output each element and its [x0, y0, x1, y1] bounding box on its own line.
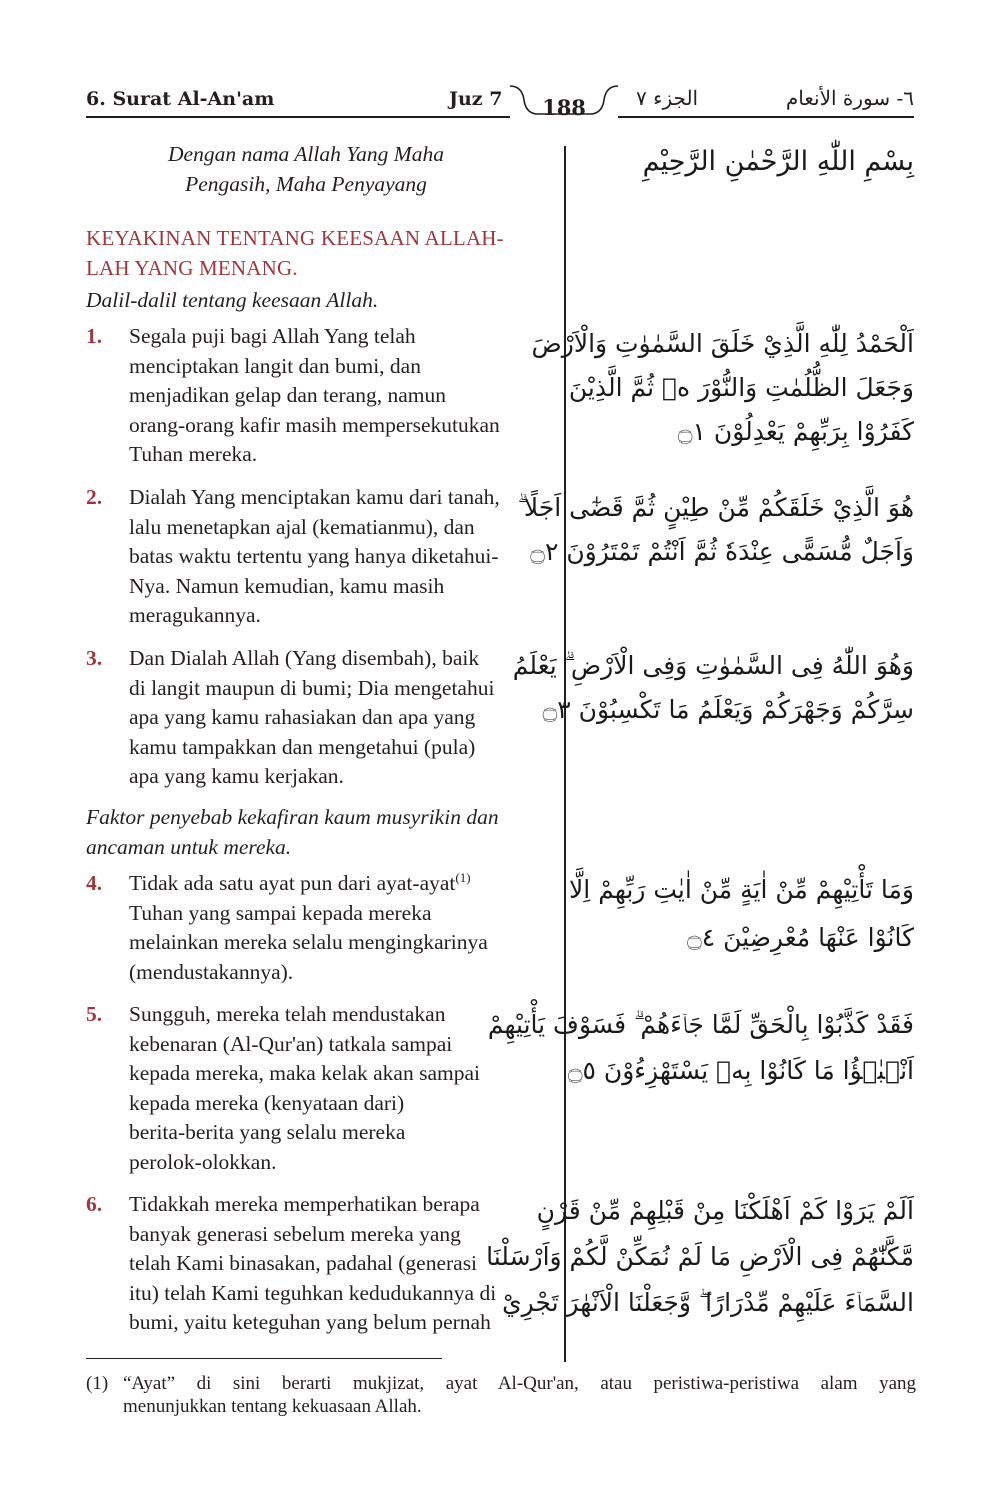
verse-line: meragukannya. — [129, 603, 261, 627]
page-number: 188 — [542, 95, 586, 120]
verse-line: kamu tampakkan dan mengetahui (pula) — [129, 734, 476, 759]
verse-number: 6. — [86, 1192, 103, 1216]
verse-line: perolok-olokkan. — [129, 1149, 277, 1174]
verse-line: itu) telah Kami teguhkan kedudukannya di — [129, 1280, 497, 1305]
verse-line: Dan Dialah Allah (Yang disembah), baik — [129, 646, 480, 670]
section-heading-line: KEYAKINAN TENTANG KEESAAN ALLAH- — [86, 226, 504, 250]
footnote-line: menunjukkan tentang kekuasaan Allah. — [123, 1396, 422, 1417]
arabic-line: وَمَا تَأْتِيْهِمْ مِّنْ اٰيَةٍ مِّنْ اٰيٰتِ رَبِّهِمْ اِلَّا — [569, 875, 914, 904]
verse-line: apa yang kamu kerjakan. — [129, 764, 344, 788]
verse-line: menjadikan gelap dan terang, namun — [129, 383, 447, 407]
header-rule-left — [86, 116, 510, 118]
verse-line: kepada mereka (kenyataan dari) — [129, 1090, 405, 1115]
arabic-line: كَانُوْا عَنْهَا مُعْرِضِيْنَ ۝٤ — [687, 923, 914, 952]
verse-3-arabic — [512, 644, 914, 732]
verse-line: menciptakan langit dan bumi, dan — [129, 353, 421, 378]
footnote-reference: (1) — [455, 869, 471, 885]
arabic-line: اَنْۢبٰۤؤُا مَا كَانُوْا بِهٖ يَسْتَهْزِءُوْنَ ۝٥ — [567, 1056, 914, 1085]
verse-1-arabic — [531, 322, 914, 454]
arabic-line: وَهُوَ اللّٰهُ فِى السَّمٰوٰتِ وَفِى الْاَرْضِ ۗ يَعْلَمُ — [512, 651, 914, 680]
verse-line: Dialah Yang menciptakan kamu dari tanah, — [129, 485, 500, 509]
verse-line: orang-orang kafir masih mempersekutukan — [129, 412, 500, 437]
header-rule-right — [618, 116, 914, 118]
verse-translation — [129, 483, 555, 631]
verse-translation — [129, 869, 555, 987]
verse-6-arabic — [486, 1188, 914, 1326]
verse-line: kepada mereka, maka kelak akan sampai — [129, 1061, 480, 1085]
arabic-line: السَّمَاۤءَ عَلَيْهِمْ مِّدْرَارًا ۖ وَّجَعَلْنَا الْاَنْهٰرَ تَجْرِيْ — [502, 1288, 914, 1317]
verse-line: melainkan mereka selalu mengingkarinya — [129, 930, 488, 954]
verse-line: telah Kami binasakan, padahal (generasi — [129, 1251, 478, 1275]
arabic-line: اَلْحَمْدُ لِلّٰهِ الَّذِيْ خَلَقَ السَّمٰوٰتِ وَالْاَرْضَ — [531, 329, 914, 358]
verse-line: banyak generasi sebelum mereka yang — [129, 1221, 461, 1246]
arabic-line: اَلَمْ يَرَوْا كَمْ اَهْلَكْنَا مِنْ قَبْلِهِمْ مِّنْ قَرْنٍ — [536, 1196, 914, 1225]
arabic-line: فَقَدْ كَذَّبُوْا بِالْحَقِّ لَمَّا جَاۤءَهُمْ ۗ فَسَوْفَ يَأْتِيْهِمْ — [487, 1010, 914, 1039]
verse-translation — [129, 322, 555, 470]
verse-4-arabic — [569, 866, 914, 962]
arabic-line: وَجَعَلَ الظُّلُمٰتِ وَالنُّوْرَ ەۗ ثُمَّ الَّذِيْنَ — [568, 373, 914, 402]
verse-line: di langit maupun di bumi; Dia mengetahui — [129, 675, 495, 700]
verse-line: Tuhan mereka. — [129, 442, 258, 466]
footnote-marker: (1) — [86, 1373, 109, 1394]
verse-line: lalu menetapkan ajal (kematianmu), dan — [129, 514, 475, 539]
verse-line-text: Tidak ada satu ayat pun dari ayat-ayat — [129, 871, 456, 895]
verse-2-arabic — [517, 486, 914, 574]
verse-5-arabic — [487, 1002, 914, 1094]
verse-line: berita-berita yang selalu mereka — [129, 1120, 406, 1144]
arabic-line: مَّكَّنّٰهُمْ فِى الْاَرْضِ مَا لَمْ نُمَكِّنْ لَّكُمْ وَاَرْسَلْنَا — [486, 1242, 914, 1271]
arabic-line: هُوَ الَّذِيْ خَلَقَكُمْ مِّنْ طِيْنٍ ثُمَّ قَضٰٓى اَجَلًا ۗ — [517, 493, 914, 522]
running-header-surah: 6. Surat Al-An'am — [86, 88, 275, 110]
basmalah-arabic: بِسْمِ اللّٰهِ الرَّحْمٰنِ الرَّحِيْمِ — [642, 146, 914, 177]
basmalah-line: Pengasih, Maha Penyayang — [185, 171, 427, 196]
verse-number: 2. — [86, 485, 103, 509]
verse-number: 3. — [86, 646, 103, 670]
verse-line: Tidakkah mereka memperhatikan berapa — [129, 1192, 480, 1216]
footnote-line: “Ayat” di sini berarti mukjizat, ayat Al-Qur'an, atau peristiwa-peristiwa alam yang — [123, 1373, 916, 1394]
footnote-text — [123, 1372, 916, 1418]
basmalah-translation — [86, 140, 526, 199]
verse-line: Tuhan yang sampai kepada mereka — [129, 900, 432, 925]
verse-line: Segala puji bagi Allah Yang telah — [129, 324, 416, 348]
running-header-juz: Juz 7 — [449, 88, 503, 110]
verse-translation — [129, 644, 555, 792]
running-header-juz-arabic: الجزء ٧ — [636, 86, 699, 110]
footnote-rule — [86, 1358, 442, 1359]
verse-line: (mendustakannya). — [129, 959, 294, 984]
verse-line — [129, 869, 555, 899]
verse-line: batas waktu tertentu yang hanya diketahui- — [129, 544, 499, 568]
running-header-surah-arabic: ٦- سورة الأنعام — [785, 86, 914, 110]
arabic-line: سِرَّكُمْ وَجَهْرَكُمْ وَيَعْلَمُ مَا تَكْسِبُوْنَ ۝٣ — [542, 695, 914, 724]
verse-line: kebenaran (Al-Qur'an) tatkala sampai — [129, 1031, 453, 1056]
verse-number: 4. — [86, 871, 103, 895]
section-heading — [86, 224, 552, 283]
verse-line: bumi, yaitu keteguhan yang belum pernah — [129, 1310, 491, 1334]
verse-number: 5. — [86, 1002, 103, 1026]
arabic-line: وَاَجَلٌ مُّسَمًّى عِنْدَهٗ ثُمَّ اَنْتُمْ تَمْتَرُوْنَ ۝٢ — [530, 537, 914, 566]
subheading-disbelief — [86, 803, 552, 862]
verse-number: 1. — [86, 324, 103, 348]
subheading-evidence: Dalil-dalil tentang keesaan Allah. — [86, 288, 379, 312]
basmalah-line: Dengan nama Allah Yang Maha — [168, 142, 444, 166]
verse-line: Nya. Namun kemudian, kamu masih — [129, 573, 445, 598]
subheading-line: ancaman untuk mereka. — [86, 834, 292, 859]
section-heading-line: LAH YANG MENANG. — [86, 255, 298, 280]
arabic-line: كَفَرُوْا بِرَبِّهِمْ يَعْدِلُوْنَ ۝١ — [677, 417, 914, 446]
subheading-line: Faktor penyebab kekafiran kaum musyrikin dan — [86, 805, 499, 829]
verse-line: apa yang kamu rahasiakan dan apa yang — [129, 705, 476, 729]
verse-line: Sungguh, mereka telah mendustakan — [129, 1002, 446, 1026]
